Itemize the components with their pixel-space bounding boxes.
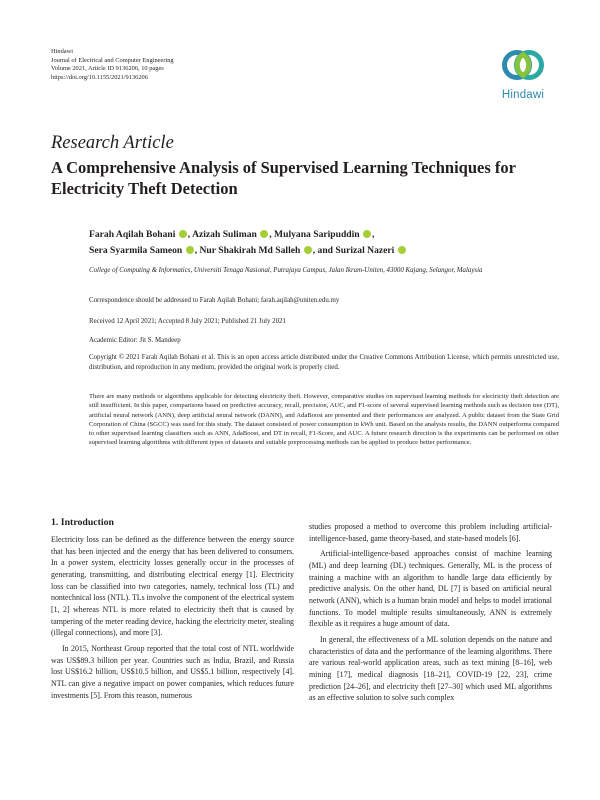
hindawi-logo-icon (500, 44, 546, 86)
journal-header (51, 48, 174, 82)
copyright-notice: Copyright © 2021 Farah Aqilah Bohani et al. This is an open access article distributed under the Creative Commons Attribution License, which permits unrestricted use, distribution, and reproduction in any medium, provided the original work is properly cited. (89, 354, 559, 371)
academic-editor: Academic Editor: Jit S. Mandeep (89, 337, 181, 344)
author-separator: , and (312, 245, 336, 256)
volume-info: Volume 2021, Article ID 9136206, 10 pages (51, 65, 164, 73)
abstract: There are many methods or algorithms applicable for detecting electricity theft. However, comparative studies on supervised learning methods for electricity theft detection are still insufficient. In this paper, comparisons based on predictive accuracy, recall, precision, AUC, and F1-score of several supervised learning methods such as decision tree (DT), artificial neural network (ANN), deep artificial neural network (DANN), and AdaBoost are presented and their performances are analyzed. A public dataset from the State Grid Corporation of China (SGCC) was used for this study. The dataset consisted of power consumption in kWh unit. Based on the analysis results, the DANN outperforms compared to other supervised learning classifiers such as ANN, AdaBoost, and DT in recall, F1-Score, and AUC. A future research direction is the experiments can be performed on other supervised learning algorithms with different types of datasets and suitable preprocessing methods can be applied to produce better performance. (89, 393, 559, 447)
doi-link[interactable]: https://doi.org/10.1155/2021/9136206 (51, 73, 148, 81)
author-name: Surizal Nazeri (335, 245, 395, 256)
author-separator: , (187, 229, 193, 240)
author-name: Mulyana Saripuddin (274, 229, 360, 240)
author-name: Azizah Suliman (192, 229, 257, 240)
paper-title: A Comprehensive Analysis of Supervised Learning Techniques for Electricity Theft Detection (51, 158, 516, 198)
logo-wordmark: Hindawi (501, 89, 545, 101)
orcid-icon[interactable] (304, 246, 312, 254)
orcid-icon[interactable] (363, 230, 371, 238)
author-name: Nur Shakirah Md Salleh (199, 245, 301, 256)
body-column-right (309, 521, 552, 704)
author-separator: , (269, 229, 275, 240)
orcid-icon[interactable] (179, 230, 187, 238)
author-separator: , (372, 229, 375, 240)
article-type: Research Article (51, 133, 174, 153)
author-list (89, 227, 559, 259)
body-paragraph: In general, the effectiveness of a ML solution depends on the nature and characteristics of data and the performance of the learning algorithms. There are various real-world application areas, such as text mining [8–16], web mining [17], medical diagnosis [18–21], COVID-19 [22, 23], crime prediction [24–26], and electricity theft [27–30] which used ML algorithms as an effective solution to solve such complex (309, 634, 552, 703)
affiliation: College of Computing & Informatics, Universiti Tenaga Nasional, Putrajaya Campus, Jalan Ikram-Uniten, 43000 Kajang, Selangor, Malaysia (89, 267, 483, 274)
orcid-icon[interactable] (398, 246, 406, 254)
body-column-left (51, 534, 294, 701)
body-paragraph: Electricity loss can be defined as the difference between the energy source that has been injected and the energy that has been delivered to consumers. In a power system, electricity losses generally occur in the processes of generating, transmitting, and distributing electrical energy [1]. Electricity loss can be classified into two categories, namely, technical loss (TL) and nontechnical loss (NTL). TLs involve the component of the electrical system [1, 2] whereas NTL is more related to electricity theft that is caused by tampering of the meter reading device, hacking the electricity meter, stealing (illegal connections), and more [3]. (51, 535, 294, 638)
publisher-name: Hindawi (51, 48, 74, 55)
correspondence: Correspondence should be addressed to Farah Aqilah Bohani; farah.aqilah@uniten.edu.my (89, 297, 340, 304)
orcid-icon[interactable] (260, 230, 268, 238)
author-separator: , (194, 245, 200, 256)
body-paragraph: studies proposed a method to overcome this problem including artificial-intelligence-based, game theory-based, and state-based models [6]. (309, 522, 552, 543)
publication-dates: Received 12 April 2021; Accepted 8 July 2021; Published 21 July 2021 (89, 318, 286, 325)
author-name: Farah Aqilah Bohani (89, 229, 176, 240)
section-heading-introduction: 1. Introduction (51, 517, 114, 528)
journal-name: Journal of Electrical and Computer Engineering (51, 56, 174, 64)
orcid-icon[interactable] (186, 246, 194, 254)
body-paragraph: In 2015, Northeast Group reported that the total cost of NTL worldwide was US$89.3 billion per year. Countries such as India, Brazil, and Russia lost US$16.2 billion, US$10.5 billion, and US$5.1 billion, respectively [4]. NTL can give a negative impact on power companies, which reduces future investments [5]. From this reason, numerous (51, 643, 294, 700)
body-paragraph: Artificial-intelligence-based approaches consist of machine learning (ML) and deep learning (DL) techniques. Generally, ML is the process of training a machine with an algorithm to handle large data efficiently by predictive analysis. On the other hand, DL [7] is based on artificial neural network (ANN), which is a human brain model and helps to model irrational functions. To model multiple results simultaneously, ANN is extremely flexible as it requires a huge amount of data. (309, 549, 552, 629)
author-name: Sera Syarmila Sameon (89, 245, 183, 256)
hindawi-logo (494, 44, 552, 104)
